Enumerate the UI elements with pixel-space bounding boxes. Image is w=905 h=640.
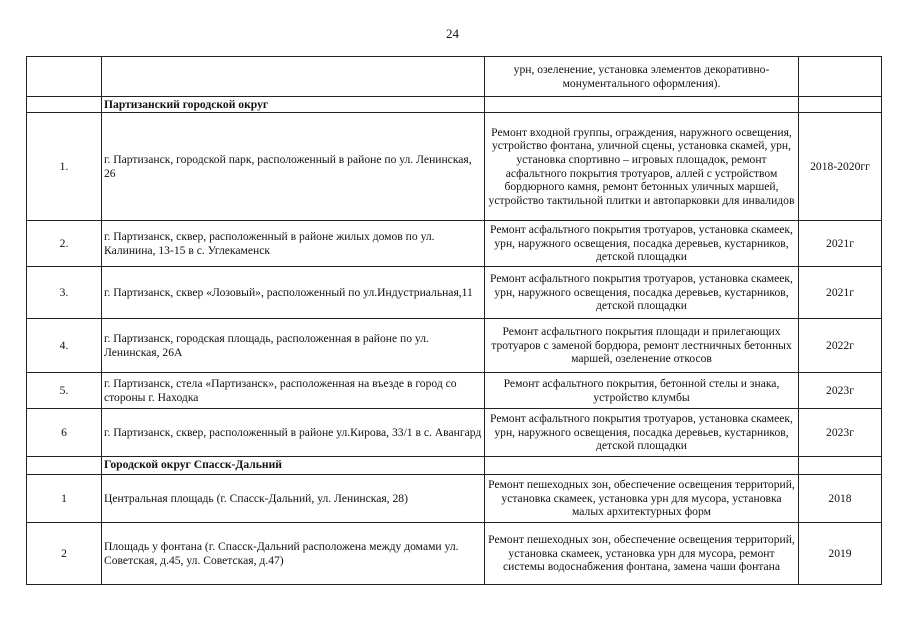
section-header — [27, 97, 882, 113]
num-cell: 1. — [27, 113, 102, 221]
table-row — [27, 523, 882, 585]
description-cell: Ремонт асфальтного покрытия, бетонной стелы и знака, устройство клумбы — [485, 373, 799, 409]
section-title: Партизанский городской округ — [102, 97, 485, 113]
num-cell: 4. — [27, 319, 102, 373]
object-cell — [102, 57, 485, 97]
object-cell: г. Партизанск, городская площадь, расположенная в районе по ул. Ленинская, 26А — [102, 319, 485, 373]
object-cell: г. Партизанск, сквер, расположенный в районе ул.Кирова, 33/1 в с. Авангард — [102, 409, 485, 457]
table-row — [27, 319, 882, 373]
num-cell: 6 — [27, 409, 102, 457]
year-cell: 2023г — [799, 409, 882, 457]
year-cell: 2022г — [799, 319, 882, 373]
object-cell: Центральная площадь (г. Спасск-Дальний, ул. Ленинская, 28) — [102, 475, 485, 523]
num-cell: 2. — [27, 221, 102, 267]
table-row — [27, 373, 882, 409]
object-cell: г. Партизанск, стела «Партизанск», расположенная на въезде в город со стороны г. Находка — [102, 373, 485, 409]
table-row — [27, 475, 882, 523]
object-cell: г. Партизанск, сквер, расположенный в районе жилых домов по ул. Калинина, 13-15 в с. Углекаменск — [102, 221, 485, 267]
year-cell: 2021г — [799, 221, 882, 267]
year-cell: 2019 — [799, 523, 882, 585]
description-cell: Ремонт пешеходных зон, обеспечение освещения территорий, установка скамеек, установка урн для мусора, ремонт системы водоснабжения фонтана, замена чаши фонтана — [485, 523, 799, 585]
num-cell: 1 — [27, 475, 102, 523]
num-cell: 2 — [27, 523, 102, 585]
description-cell: Ремонт пешеходных зон, обеспечение освещения территорий, установка скамеек, установка урн для мусора, установка малых архитектурных форм — [485, 475, 799, 523]
year-cell: 2023г — [799, 373, 882, 409]
object-cell: Площадь у фонтана (г. Спасск-Дальний расположена между домами ул. Советская, д.45, ул. Советская, д.47) — [102, 523, 485, 585]
year-cell: 2018-2020гг — [799, 113, 882, 221]
table-row — [27, 221, 882, 267]
page-number: 24 — [446, 26, 459, 41]
year-cell: 2018 — [799, 475, 882, 523]
description-cell: Ремонт входной группы, ограждения, наружного освещения, устройство фонтана, уличной сцены, установка скамей, урн, установка спортивно – игровых площадок, ремонт асфальтного покрытия тротуаров, аллей с устройством бордюрного камня, ремонт бетонных уличных маршей, устройство тактильной плитки и автопарковки для инвалидов — [485, 113, 799, 221]
section-title: Городской округ Спасск-Дальний — [102, 457, 485, 475]
description-cell: урн, озеленение, установка элементов декоративно-монументального оформления). — [485, 57, 799, 97]
object-cell: г. Партизанск, сквер «Лозовый», расположенный по ул.Индустриальная,11 — [102, 267, 485, 319]
object-cell: г. Партизанск, городской парк, расположенный в районе по ул. Ленинская, 26 — [102, 113, 485, 221]
year-cell — [799, 57, 882, 97]
description-cell: Ремонт асфальтного покрытия тротуаров, установка скамеек, урн, наружного освещения, посадка деревьев, кустарников, детской площадки — [485, 267, 799, 319]
year-cell: 2021г — [799, 267, 882, 319]
table-row — [27, 267, 882, 319]
description-cell: Ремонт асфальтного покрытия площади и прилегающих тротуаров с заменой бордюра, ремонт лестничных бетонных маршей, озеленение откосов — [485, 319, 799, 373]
table-row — [27, 57, 882, 97]
num-cell: 3. — [27, 267, 102, 319]
table-row — [27, 409, 882, 457]
table-row — [27, 113, 882, 221]
num-cell: 5. — [27, 373, 102, 409]
objects-table — [26, 56, 882, 585]
num-cell — [27, 57, 102, 97]
section-header — [27, 457, 882, 475]
description-cell: Ремонт асфальтного покрытия тротуаров, установка скамеек, урн, наружного освещения, посадка деревьев, кустарников, детской площадки — [485, 221, 799, 267]
description-cell: Ремонт асфальтного покрытия тротуаров, установка скамеек, урн, наружного освещения, посадка деревьев, кустарников, детской площадки — [485, 409, 799, 457]
